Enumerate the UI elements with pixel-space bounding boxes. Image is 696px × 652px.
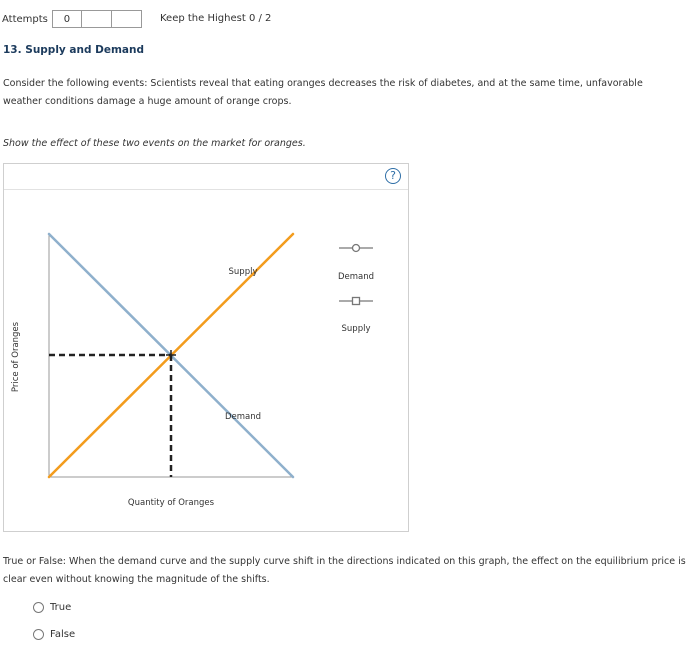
radio-true[interactable] (33, 602, 44, 613)
option-true-label: True (50, 602, 72, 613)
graph-area[interactable] (4, 164, 410, 533)
attempt-box-2 (82, 10, 112, 28)
option-false[interactable] (33, 629, 75, 640)
square-marker-icon (353, 298, 360, 305)
option-false-label: False (50, 629, 76, 640)
legend-supply-tool[interactable] (339, 298, 373, 335)
radio-false[interactable] (33, 629, 44, 640)
keep-highest (160, 13, 271, 24)
option-true[interactable] (33, 602, 71, 613)
supply-curve-label: Supply (228, 267, 258, 277)
circle-marker-icon (353, 245, 360, 252)
attempts-row (2, 9, 142, 29)
attempts-label: Attempts (2, 13, 48, 25)
y-axis-label: Price of Oranges (11, 321, 21, 393)
graph-instruction: Show the effect of these two events on the market for oranges. (3, 138, 306, 149)
true-false-question: True or False: When the demand curve and the supply curve shift in the directions indicated on this graph, the effect on the equilibrium price is clear even without knowing the magnitude of the shifts. (3, 556, 686, 585)
legend-supply-label: Supply (341, 324, 371, 334)
help-button[interactable]: ? (385, 168, 401, 184)
question-prompt: Consider the following events: Scientists reveal that eating oranges decreases the risk of diabetes, and at the same time, unfavorable weather conditions damage a huge amount of orange crops. (3, 78, 643, 107)
legend-demand-label: Demand (337, 272, 375, 282)
score: 0 / 2 (248, 13, 272, 24)
question-title: 13. Supply and Demand (3, 44, 145, 56)
x-axis-label: Quantity of Oranges (127, 498, 215, 508)
attempt-box-3 (112, 10, 142, 28)
graph-panel (3, 163, 409, 532)
keep-highest-label: Keep the Highest (160, 13, 246, 24)
demand-curve-label: Demand (224, 412, 262, 422)
attempt-box-1: 0 (52, 10, 82, 28)
legend-demand-tool[interactable] (338, 245, 374, 283)
